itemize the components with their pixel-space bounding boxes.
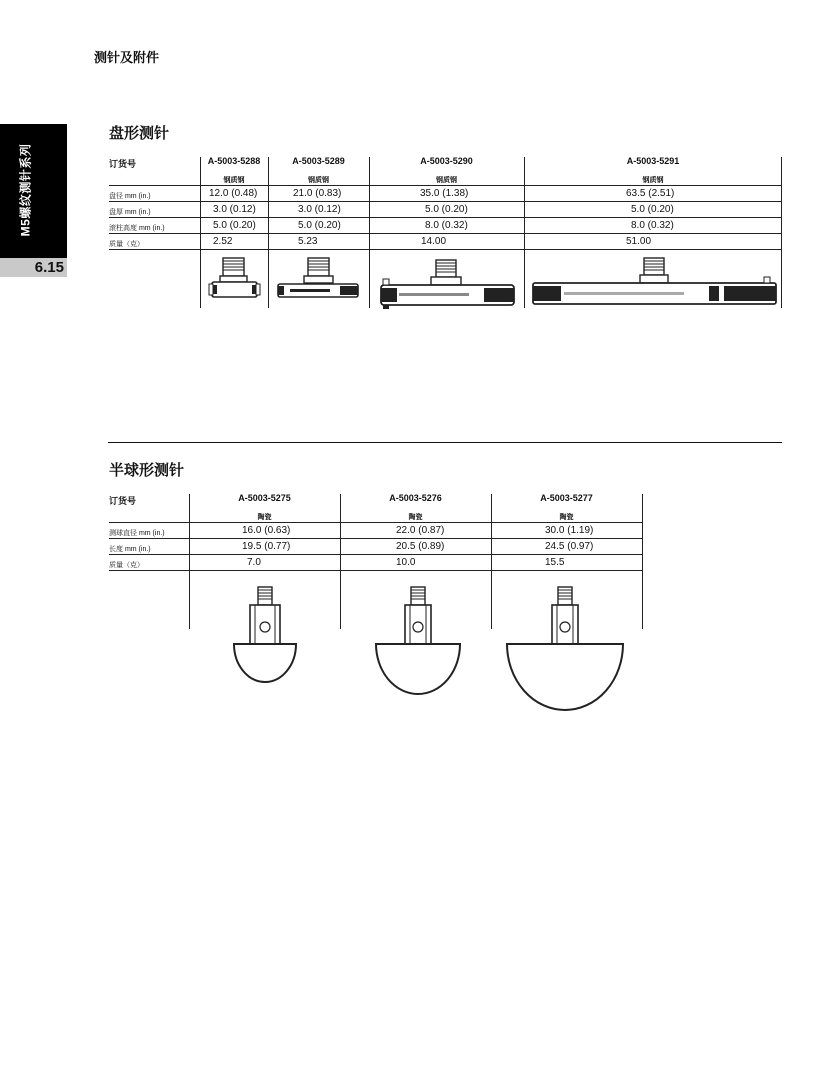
disc-material: 钢质钢 <box>223 177 245 184</box>
disc-cell: 5.0 (0.20) <box>631 204 674 215</box>
disc-cell: 12.0 (0.48) <box>209 188 258 199</box>
disc-row-label: 滚柱高度 mm (in.) <box>109 225 165 232</box>
hemi-col-divider <box>340 494 341 629</box>
disc-cell: 21.0 (0.83) <box>293 188 342 199</box>
disc-material: 钢质钢 <box>436 177 457 184</box>
hemi-stylus-5277-drawing <box>503 585 629 715</box>
disc-cell: 5.0 (0.20) <box>213 220 256 231</box>
hemi-part-number: A-5003-5276 <box>389 493 442 503</box>
hemi-material: 陶瓷 <box>408 514 423 521</box>
hemi-cell: 7.0 <box>247 557 261 568</box>
hemi-cell: 20.5 (0.89) <box>396 541 445 552</box>
hemi-cell: 30.0 (1.19) <box>545 525 594 536</box>
disc-cell: 63.5 (2.51) <box>626 188 675 199</box>
disc-stylus-5290-drawing <box>369 250 524 312</box>
hemi-material: 陶瓷 <box>257 514 272 521</box>
disc-cell: 3.0 (0.12) <box>298 204 341 215</box>
hemi-cell: 15.5 <box>545 557 565 568</box>
hemi-part-number: A-5003-5277 <box>540 493 593 503</box>
disc-cell: 5.0 (0.20) <box>425 204 468 215</box>
hemi-part-number: A-5003-5275 <box>238 493 291 503</box>
hemi-row-label: 长度 mm (in.) <box>109 546 151 553</box>
hemi-col-divider <box>491 494 492 629</box>
disc-stylus-5291-drawing <box>524 250 782 310</box>
hemi-material: 陶瓷 <box>559 514 574 521</box>
disc-rule <box>109 233 782 234</box>
hemi-row-label: 测球直径 mm (in.) <box>109 530 165 537</box>
disc-cell: 35.0 (1.38) <box>420 188 469 199</box>
hemi-order-label: 订货号 <box>109 496 137 506</box>
disc-cell: 2.52 <box>213 236 233 247</box>
disc-cell: 51.00 <box>626 236 652 247</box>
disc-section-title: 盘形测针 <box>109 125 170 142</box>
side-tab <box>0 124 67 258</box>
hemi-cell: 16.0 (0.63) <box>242 525 291 536</box>
hemi-col-divider <box>189 494 190 629</box>
disc-row-label: 盘厚 mm (in.) <box>109 209 151 216</box>
disc-order-label: 订货号 <box>109 159 137 169</box>
disc-part-number: A-5003-5288 <box>207 156 261 166</box>
disc-part-number: A-5003-5290 <box>420 156 473 166</box>
disc-row-label: 质量（克） <box>109 241 144 248</box>
hemi-col-divider <box>642 494 643 629</box>
section-separator <box>108 442 782 443</box>
disc-material: 钢质钢 <box>308 177 329 184</box>
disc-cell: 14.00 <box>421 236 447 247</box>
disc-cell: 8.0 (0.32) <box>425 220 468 231</box>
hemi-cell: 19.5 (0.77) <box>242 541 291 552</box>
disc-rule <box>109 185 782 186</box>
hemi-cell: 24.5 (0.97) <box>545 541 594 552</box>
hemi-section-title: 半球形测针 <box>109 462 185 479</box>
disc-material: 钢质钢 <box>642 177 664 184</box>
disc-cell: 5.23 <box>298 236 318 247</box>
disc-rule <box>109 201 782 202</box>
disc-part-number: A-5003-5291 <box>626 156 680 166</box>
page-number: 6.15 <box>0 258 67 277</box>
hemi-cell: 22.0 (0.87) <box>396 525 445 536</box>
disc-row-label: 盘径 mm (in.) <box>109 193 151 200</box>
disc-cell: 8.0 (0.32) <box>631 220 674 231</box>
page-header-title: 测针及附件 <box>94 50 160 65</box>
disc-stylus-5289-drawing <box>268 250 369 310</box>
disc-stylus-5288-drawing <box>200 250 268 310</box>
hemi-stylus-5276-drawing <box>370 585 466 700</box>
hemi-row-label: 质量（克） <box>109 562 144 569</box>
disc-cell: 5.0 (0.20) <box>298 220 341 231</box>
hemi-cell: 10.0 <box>396 557 416 568</box>
disc-part-number: A-5003-5289 <box>292 156 345 166</box>
disc-cell: 3.0 (0.12) <box>213 204 256 215</box>
disc-rule <box>109 217 782 218</box>
side-tab-text: M5螺纹测针系列 <box>18 143 33 237</box>
hemi-stylus-5275-drawing <box>225 585 305 685</box>
